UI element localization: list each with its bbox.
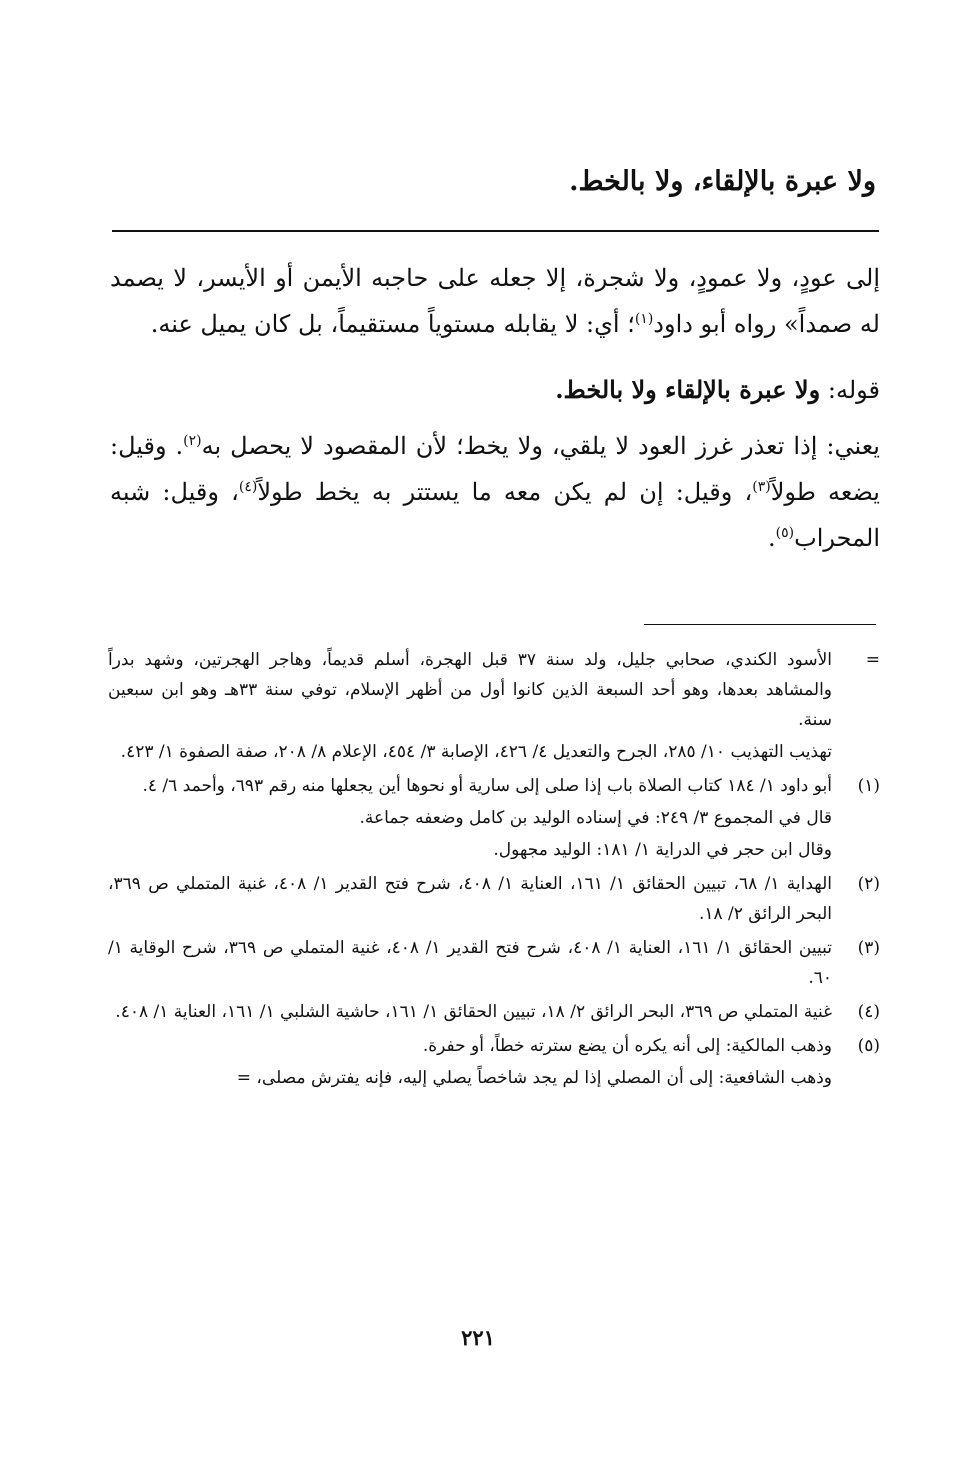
footnote-number: (٢)	[857, 874, 880, 894]
heading-prefix: قوله:	[827, 376, 880, 404]
footnote-2	[108, 869, 880, 929]
footnote-continued	[108, 645, 880, 767]
paragraph-1-text: إلى عودٍ، ولا عمودٍ، ولا شجرة، إلا جعله على حاجبه الأيمن أو الأيسر، لا يصمد له صمداً» رواه أبو داود	[110, 264, 880, 338]
footnote-text: تهذيب التهذيب ١٠/ ٢٨٥، الجرح والتعديل ٤/ ٤٢٦، الإصابة ٣/ ٤٥٤، الإعلام ٨/ ٢٠٨، صفة الصفوة ١/ ٤٢٣.	[120, 742, 832, 762]
footnote-3	[108, 933, 880, 993]
paragraph-2-text: ، وقيل: إن لم يكن معه ما يستتر به يخط طولاً	[257, 478, 753, 506]
section-heading	[110, 367, 880, 413]
footnote-text: غنية المتملي ص ٣٦٩، البحر الرائق ٢/ ١٨، تبيين الحقائق ١/ ١٦١، حاشية الشلبي ١/ ١٦١، العناية ١/ ٤٠٨.	[115, 1002, 832, 1022]
footnote-text: قال في المجموع ٣/ ٢٤٩: في إسناده الوليد بن كامل وضعفه جماعة.	[359, 808, 832, 828]
footnote-ref-3[interactable]: (٣)	[752, 479, 771, 495]
footnote-1	[108, 771, 880, 865]
running-header: ولا عبرة بالإلقاء، ولا بالخط.	[569, 166, 876, 197]
header-rule	[112, 230, 879, 232]
footnote-ref-4[interactable]: (٤)	[238, 479, 258, 495]
footnote-number: (١)	[857, 776, 880, 796]
footnote-ref-5[interactable]: (٥)	[775, 525, 795, 541]
footnote-text: الهداية ١/ ٦٨، تبيين الحقائق ١/ ١٦١، العناية ١/ ٤٠٨، شرح فتح القدير ١/ ٤٠٨، غنية المتملي ص ٣٦٩، البحر الرائق ٢/ ١٨.	[108, 874, 832, 924]
footnote-5	[108, 1031, 880, 1093]
continuation-marker: =	[865, 650, 880, 670]
paragraph-1	[110, 255, 880, 347]
main-text	[110, 255, 880, 561]
footnote-number: (٣)	[857, 938, 880, 958]
paragraph-2-text: . وقيل: يضعه طولاً	[110, 432, 880, 506]
footnote-number: (٥)	[857, 1036, 880, 1056]
footnote-text: أبو داود ١/ ١٨٤ كتاب الصلاة باب إذا صلى إلى سارية أو نحوها أين يجعلها منه رقم ٦٩٣، وأحمد ٦/ ٤.	[142, 776, 832, 796]
paragraph-2-text: .	[768, 524, 776, 552]
footnote-text: وقال ابن حجر في الدراية ١/ ١٨١: الوليد مجهول.	[493, 840, 832, 860]
heading-text: ولا عبرة بالإلقاء ولا بالخط.	[555, 375, 821, 404]
footnote-separator	[644, 624, 876, 625]
footnotes	[108, 645, 880, 1097]
footnote-text: الأسود الكندي، صحابي جليل، ولد سنة ٣٧ قبل الهجرة، أسلم قديماً، وهاجر الهجرتين، وشهد بدراً والمشاهد بعدها، وهو أحد السبعة الذين كانوا أول من أظهر الإسلام، توفي سنة ٣٣هـ وهو ابن سبعين سنة.	[108, 650, 833, 730]
paragraph-1-text-cont: ؛ أي: لا يقابله مستوياً مستقيماً، بل كان يميل عنه.	[150, 310, 635, 338]
footnote-text: وذهب الشافعية: إلى أن المصلي إذا لم يجد شاخصاً يصلي إليه، فإنه يفترش مصلى، =	[236, 1068, 832, 1088]
footnote-text: تبيين الحقائق ١/ ١٦١، العناية ١/ ٤٠٨، شرح فتح القدير ١/ ٤٠٨، غنية المتملي ص ٣٦٩، شرح الوقاية ١/ ٦٠.	[108, 938, 832, 988]
paragraph-2-text: يعني: إذا تعذر غرز العود لا يلقي، ولا يخط؛ لأن المقصود لا يحصل به	[201, 432, 880, 460]
footnote-ref-2[interactable]: (٢)	[183, 433, 202, 449]
page-number: ٢٢١	[461, 1325, 495, 1350]
footnote-ref-1[interactable]: (١)	[634, 311, 654, 327]
footnote-number: (٤)	[857, 1002, 880, 1022]
footnote-4	[108, 997, 880, 1027]
footnote-text: وذهب المالكية: إلى أنه يكره أن يضع سترته خطاً، أو حفرة.	[422, 1036, 832, 1056]
paragraph-2	[110, 423, 880, 561]
paragraph-2-text: ، وقيل: شبه المحراب	[110, 478, 880, 552]
